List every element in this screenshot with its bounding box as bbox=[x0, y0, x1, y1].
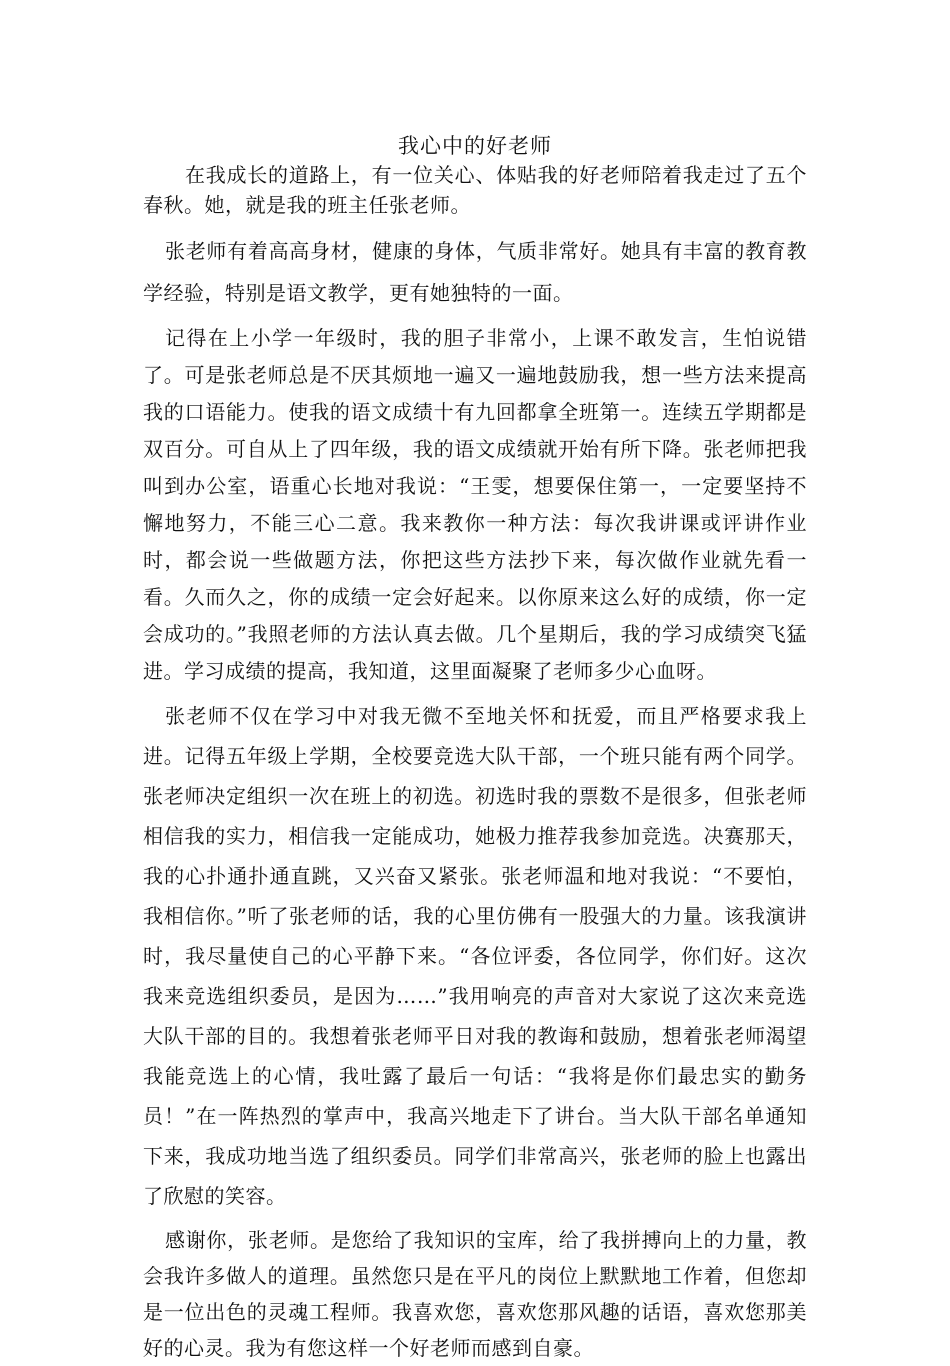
paragraph-election: 张老师不仅在学习中对我无微不至地关怀和抚爱，而且严格要求我上进。记得五年级上学期，全校要竞选大队干部，一个班只能有两个同学。张老师决定组织一次在班上的初选。初选时我的票数不是很多，但张老师相信我的实力，相信我一定能成功，她极力推荐我参加竞选。决赛那天，我的心扑通扑通直跳，又兴奋又紧张。张老师温和地对我说：“不要怕，我相信你。”听了张老师的话，我的心里仿佛有一股强大的力量。该我演讲时，我尽量使自己的心平静下来。“各位评委，各位同学，你们好。这次我来竞选组织委员，是因为……”我用响亮的声音对大家说了这次来竞选大队干部的目的。我想着张老师平日对我的教诲和鼓励，想着张老师渴望我能竞选上的心情，我吐露了最后一句话：“我将是你们最忠实的勤务员！”在一阵热烈的掌声中，我高兴地走下了讲台。当大队干部名单通知下来，我成功地当选了组织委员。同学们非常高兴，张老师的脸上也露出了欣慰的笑容。 bbox=[143, 704, 807, 1208]
paragraph-first-grade: 记得在上小学一年级时，我的胆子非常小，上课不敢发言，生怕说错了。可是张老师总是不厌其烦地一遍又一遍地鼓励我，想一些方法来提高我的口语能力。使我的语文成绩十有九回都拿全班第一。连续五学期都是双百分。可自从上了四年级，我的语文成绩就开始有所下降。张老师把我叫到办公室，语重心长地对我说：“王雯，想要保住第一，一定要坚持不懈地努力，不能三心二意。我来教你一种方法：每次我讲课或评讲作业时，都会说一些做题方法，你把这些方法抄下来，每次做作业就先看一看。久而久之，你的成绩一定会好起来。以你原来这么好的成绩，你一定会成功的。”我照老师的方法认真去做。几个星期后，我的学习成绩突飞猛进。学习成绩的提高，我知道，这里面凝聚了老师多少心血呀。 bbox=[143, 326, 807, 683]
paragraph-appearance: 张老师有着高高身材，健康的身体，气质非常好。她具有丰富的教育教学经验，特别是语文教学，更有她独特的一面。 bbox=[143, 239, 807, 305]
paragraph-intro: 在我成长的道路上，有一位关心、体贴我的好老师陪着我走过了五个春秋。她，就是我的班主任张老师。 bbox=[143, 163, 807, 217]
document-title: 我心中的好老师 bbox=[398, 134, 552, 158]
paragraph-thanks: 感谢你，张老师。是您给了我知识的宝库，给了我拼搏向上的力量，教会我许多做人的道理。虽然您只是在平凡的岗位上默默地工作着，但您却是一位出色的灵魂工程师。我喜欢您，喜欢您那风趣的话语，喜欢您那美好的心灵。我为有您这样一个好老师而感到自豪。 bbox=[143, 1228, 807, 1360]
document-body bbox=[143, 160, 807, 1366]
